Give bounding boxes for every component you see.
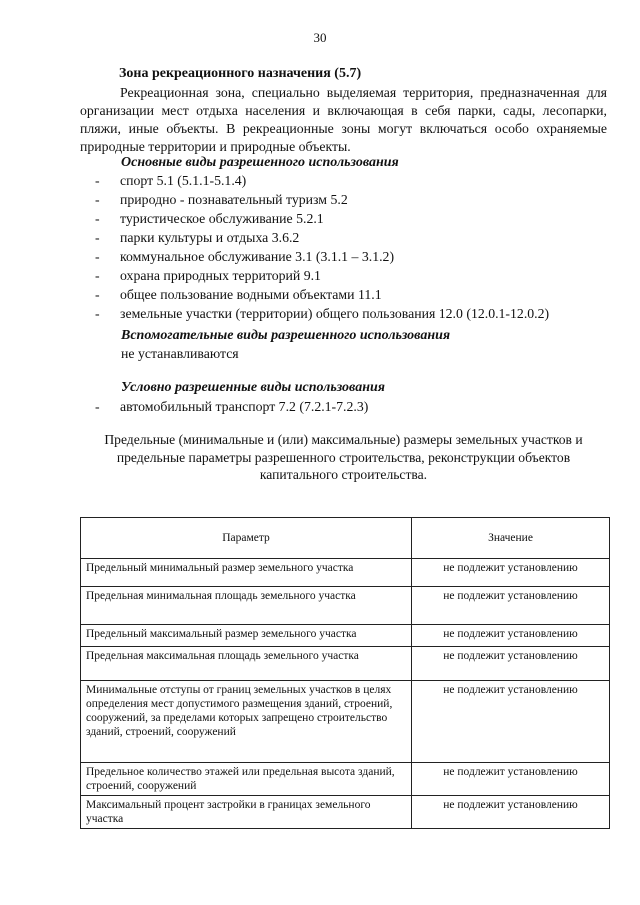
table-row: [81, 559, 610, 587]
value-cell: не подлежит установлению: [412, 763, 610, 796]
list-item: - автомобильный транспорт 7.2 (7.2.1-7.2.3): [95, 399, 369, 414]
list-item: - природно - познавательный туризм 5.2: [95, 192, 348, 207]
param-cell: Предельная минимальная площадь земельного участка: [81, 587, 412, 625]
table-header-row: [81, 518, 610, 559]
zone-description: Рекреационная зона, специально выделяемая территория, предназначенная для организации мест отдыха населения и включающая в себя парки, сады, лесопарки, пляжи, иные объекты. В рекреационные зоны могут включаться особо охраняемые природные территории и природные объекты.: [80, 85, 607, 154]
column-header-parameter: Параметр: [81, 518, 412, 559]
auxiliary-uses-title: Вспомогательные виды разрешенного использования: [121, 328, 451, 343]
list-item: - земельные участки (территории) общего пользования 12.0 (12.0.1-12.0.2): [95, 306, 550, 321]
list-item: - спорт 5.1 (5.1.1-5.1.4): [95, 173, 247, 188]
param-cell: Предельный максимальный размер земельного участка: [81, 625, 412, 647]
param-cell: Предельный минимальный размер земельного участка: [81, 559, 412, 587]
value-cell: не подлежит установлению: [412, 647, 610, 681]
auxiliary-uses-text: не устанавливаются: [121, 346, 239, 361]
value-cell: не подлежит установлению: [412, 559, 610, 587]
table-row: [81, 763, 610, 796]
value-cell: не подлежит установлению: [412, 587, 610, 625]
value-cell: не подлежит установлению: [412, 681, 610, 763]
table-row: [81, 681, 610, 763]
table-row: [81, 587, 610, 625]
table-row: [81, 796, 610, 829]
zone-title: Зона рекреационного назначения (5.7): [119, 66, 362, 81]
param-cell: Максимальный процент застройки в границах земельного участка: [81, 796, 412, 829]
list-item: - коммунальное обслуживание 3.1 (3.1.1 – 3.1.2): [95, 249, 395, 264]
conditional-uses-title: Условно разрешенные виды использования: [121, 380, 385, 395]
list-item: - парки культуры и отдыха 3.6.2: [95, 230, 300, 245]
list-item: - туристическое обслуживание 5.2.1: [95, 211, 324, 226]
param-cell: Предельная максимальная площадь земельного участка: [81, 647, 412, 681]
table-row: [81, 625, 610, 647]
table-row: [81, 647, 610, 681]
list-item: - общее пользование водными объектами 11.1: [95, 287, 382, 302]
value-cell: не подлежит установлению: [412, 625, 610, 647]
param-cell: Предельное количество этажей или предельная высота зданий, строений, сооружений: [81, 763, 412, 796]
limits-heading: Предельные (минимальные и (или) максимальные) размеры земельных участков и предельные параметры разрешенного строительства, реконструкции объектов капитального строительства.: [104, 432, 583, 482]
param-cell: Минимальные отступы от границ земельных участков в целях определения мест допустимого размещения зданий, строений, сооружений, за пределами которых запрещено строительство зданий, строений, сооружений: [81, 681, 412, 763]
value-cell: не подлежит установлению: [412, 796, 610, 829]
page-number: 30: [313, 30, 327, 45]
column-header-value: Значение: [412, 518, 610, 559]
list-item: - охрана природных территорий 9.1: [95, 268, 321, 283]
main-uses-title: Основные виды разрешенного использования: [121, 155, 399, 170]
parameters-table: [80, 517, 610, 829]
